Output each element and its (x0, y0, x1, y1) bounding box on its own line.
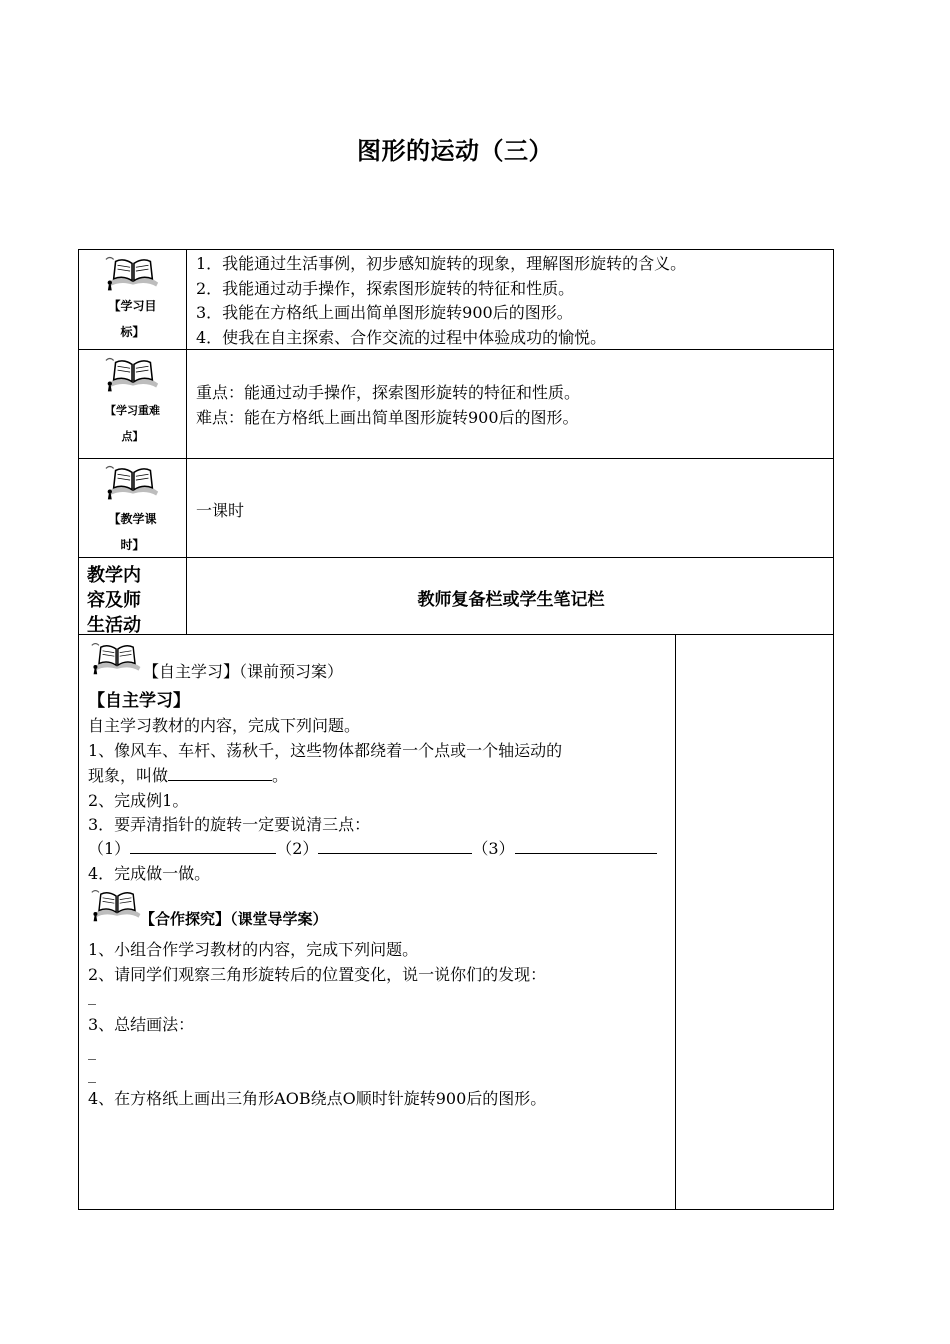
coop-item-4: 4、在方格纸上画出三角形AOB绕点O顺时针旋转900后的图形。 (88, 1089, 547, 1108)
question-2: 2、完成例1。 (88, 791, 189, 810)
period-label-cell (79, 462, 186, 558)
label-text: 【学习重难 (105, 404, 160, 417)
intro-text: 自主学习教材的内容，完成下列问题。 (88, 716, 361, 735)
section-tag: 【合作探究】 (140, 910, 231, 928)
question-1-line-1: 1、像风车、车杆、荡秋千，这些物体都绕着一个点或一个轴运动的 (88, 741, 563, 760)
blank-label: （2） (276, 839, 319, 858)
section-tag: 【自主学习】 (143, 662, 240, 681)
label-text: 【教学课 (108, 512, 157, 526)
label-text: 时】 (120, 538, 145, 552)
keypoints-label (79, 398, 186, 450)
objective-item: 3．我能在方格纸上画出简单图形旋转900后的图形。 (196, 303, 573, 322)
period-value: 一课时 (196, 501, 245, 520)
fill-blank[interactable] (168, 765, 272, 781)
coop-header (140, 908, 328, 929)
blank-label: （1） (88, 839, 131, 858)
row-divider (78, 557, 834, 558)
notes-column-title: 教师复备栏或学生笔记栏 (417, 590, 605, 610)
section-subtitle: （课堂导学案） (230, 910, 328, 928)
coop-item-3: 3、总结画法： (88, 1015, 195, 1034)
book-icon (90, 887, 144, 923)
label-text: 标】 (120, 325, 145, 339)
answer-dash: _ (88, 1064, 96, 1083)
book-icon (104, 462, 162, 502)
column-divider (186, 249, 187, 634)
keypoints-label-cell (79, 354, 186, 450)
objectives-list (196, 252, 686, 350)
objective-item: 2．我能通过动手操作，探索图形旋转的特征和性质。 (196, 278, 575, 298)
question-3-blanks (88, 836, 657, 859)
page-title: 图形的运动（三） (357, 137, 553, 165)
objective-item: 4．使我在自主探索、合作交流的过程中体验成功的愉悦。 (196, 327, 607, 347)
period-label (79, 506, 186, 558)
book-icon (104, 354, 162, 394)
coop-item-1: 1、小组合作学习教材的内容，完成下列问题。 (88, 940, 419, 959)
label-text: 生活动 (87, 615, 141, 636)
question-text: 。 (272, 766, 289, 785)
objectives-label (79, 293, 186, 345)
label-text: 点】 (121, 430, 144, 443)
section-subtitle: （课前预习案） (239, 662, 344, 681)
content-label (87, 563, 183, 638)
book-icon (90, 640, 144, 676)
keypoint-item: 难点：能在方格纸上画出简单图形旋转900后的图形。 (196, 408, 579, 427)
question-1-line-2 (88, 763, 288, 786)
answer-dash: _ (88, 1041, 96, 1060)
coop-item-2: 2、请同学们观察三角形旋转后的位置变化，说一说你们的发现： (88, 965, 547, 984)
self-study-heading: 【自主学习】 (88, 691, 190, 711)
fill-blank[interactable] (130, 838, 276, 854)
objective-item: 1．我能通过生活事例，初步感知旋转的现象，理解图形旋转的含义。 (196, 254, 687, 273)
row-divider (78, 458, 834, 459)
label-text: 容及师 (87, 590, 141, 611)
keypoints-list (196, 380, 580, 430)
keypoint-item: 重点：能通过动手操作，探索图形旋转的特征和性质。 (196, 383, 581, 402)
answer-dash: _ (88, 986, 96, 1005)
self-study-header (143, 659, 343, 682)
question-4: 4．完成做一做。 (88, 864, 211, 883)
label-text: 教学内 (87, 565, 141, 586)
notes-column[interactable] (676, 635, 833, 1209)
fill-blank[interactable] (515, 838, 657, 854)
objectives-label-cell (79, 253, 186, 345)
question-3: 3．要弄清指针的旋转一定要说清三点： (88, 815, 371, 834)
fill-blank[interactable] (318, 838, 472, 854)
question-text: 现象，叫做 (88, 766, 169, 785)
book-icon (104, 253, 162, 293)
label-text: 【学习目 (108, 299, 157, 313)
blank-label: （3） (472, 839, 515, 858)
